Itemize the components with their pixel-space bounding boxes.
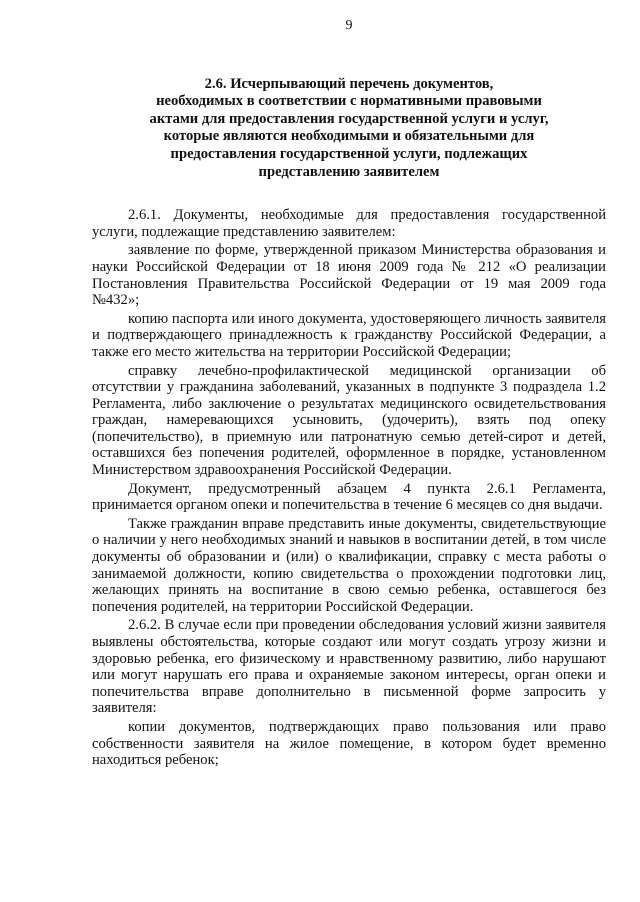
section-heading <box>98 76 600 182</box>
heading-line: 2.6. Исчерпывающий перечень документов, <box>204 75 494 92</box>
heading-line: которые являются необходимыми и обязательными для <box>163 128 535 145</box>
paragraph-document-validity: Документ, предусмотренный абзацем 4 пункта 2.6.1 Регламента, принимается органом опеки и попечительства в течение 6 месяцев со дня выдачи. <box>92 480 606 514</box>
list-item-application: заявление по форме, утвержденной приказом Министерства образования и науки Российской Федерации от 18 июня 2009 года № 212 «О реализации Постановления Правительства Российской Федерации от 19 мая 2009 года №432»; <box>92 242 606 309</box>
heading-line: предоставления государственной услуги, подлежащих <box>170 145 528 162</box>
paragraph-2-6-1-intro: 2.6.1. Документы, необходимые для предоставления государственной услуги, подлежащие представлению заявителем: <box>92 207 606 240</box>
list-item-passport: копию паспорта или иного документа, удостоверяющего личность заявителя и подтверждающего принадлежность к гражданству Российской Федерации, а также его место жительства на территории Российской Федерации; <box>92 310 606 360</box>
page-number: 9 <box>345 18 353 33</box>
heading-line: актами для предоставления государственной услуги и услуг, <box>149 110 549 127</box>
list-item-housing-documents: копии документов, подтверждающих право пользования или право собственности заявителя на жилое помещение, в котором будет временно находиться ребенок; <box>92 718 606 769</box>
paragraph-additional-documents: Также гражданин вправе представить иные документы, свидетельствующие о наличии у него необходимых знаний и навыков в воспитании детей, в том числе документы об образовании и (или) о квалификации, справку с места работы о занимаемой должности, копию свидетельства о прохождении подготовки лиц, желающих принять на воспитание в свою семью ребенка, оставшегося без попечения родителей, на территории Российской Федерации. <box>92 515 606 615</box>
heading-line: представлению заявителем <box>258 163 440 180</box>
paragraph-2-6-2: 2.6.2. В случае если при проведении обследования условий жизни заявителя выявлены обстоятельства, которые создают или могут создать угрозу жизни и здоровью ребенка, его физическому и нравственному развитию, либо нарушают или могут нарушать его права и охраняемые законом интересы, орган опеки и попечительства вправе дополнительно в письменной форме запросить у заявителя: <box>92 617 606 717</box>
list-item-medical-certificate: справку лечебно-профилактической медицинской организации об отсутствии у гражданина заболеваний, указанных в подпункте 3 подраздела 1.2 Регламента, либо заключение о результатах медицинского освидетельствования граждан, намеревающихся усыновить, (удочерить), взять под опеку (попечительство), в приемную или патронатную семью детей-сирот и детей, оставшихся без попечения родителей, оформленное в порядке, установленном Министерством здравоохранения Российской Федерации. <box>92 362 606 479</box>
heading-line: необходимых в соответствии с нормативными правовыми <box>156 93 542 110</box>
